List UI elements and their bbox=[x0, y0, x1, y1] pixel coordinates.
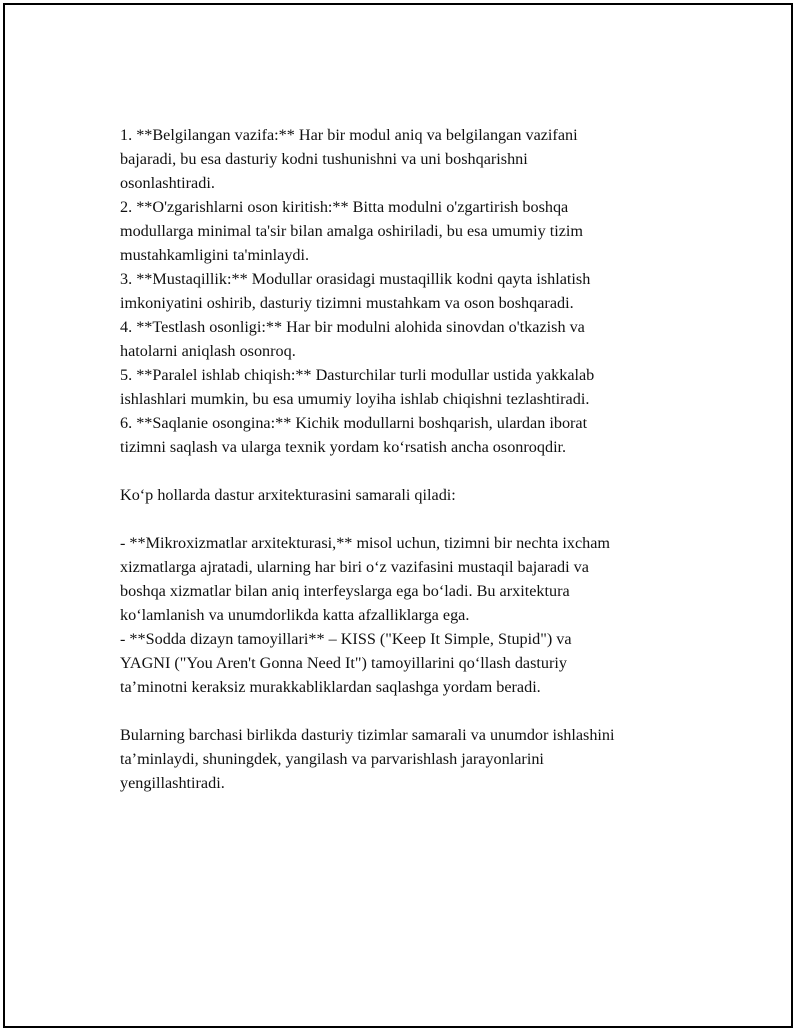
list-item: 4. **Testlash osonligi:** Har bir modulni alohida sinovdan o'tkazish va hatolarni aniqlash osonroq. bbox=[120, 318, 585, 360]
list-item: 2. **O'zgarishlarni oson kiritish:** Bitta modulni o'zgartirish boshqa modullarga minimal ta'sir bilan amalga oshiriladi, bu esa umumiy tizim mustahkamligini ta'minlaydi. bbox=[120, 198, 583, 264]
closing-paragraph: Bularning barchasi birlikda dasturiy tizimlar samarali va unumdor ishlashini taʼminlaydi, shuningdek, yangilash va parvarishlash jarayonlarini yengillashtiradi. bbox=[120, 726, 615, 792]
list-item: 1. **Belgilangan vazifa:** Har bir modul aniq va belgilangan vazifani bajaradi, bu esa dasturiy kodni tushunishni va uni boshqarishni osonlashtiradi. bbox=[120, 126, 578, 192]
list-item: 6. **Saqlanie osongina:** Kichik modullarni boshqarish, ulardan iborat tizimni saqlash va ularga texnik yordam koʻrsatish ancha osonroqdir. bbox=[120, 414, 588, 456]
intro-paragraph: Koʻp hollarda dastur arxitekturasini samarali qiladi: bbox=[120, 486, 456, 504]
bullet-item: - **Sodda dizayn tamoyillari** – KISS ("Keep It Simple, Stupid") va YAGNI ("You Aren't Gonna Need It") tamoyillarini qoʻllash dasturiy taʼminotni keraksiz murakkabliklardan saqlashga yordam beradi. bbox=[120, 630, 572, 696]
spacer bbox=[120, 699, 720, 723]
bullet-item: - **Mikroxizmatlar arxitekturasi,** misol uchun, tizimni bir nechta ixcham xizmatlarga ajratadi, ularning har biri oʻz vazifasini mustaqil bajaradi va boshqa xizmatlar bilan aniq interfeyslarga ega boʻladi. Bu arxitektura koʻlamlanish va unumdorlikda katta afzalliklarga ega. bbox=[120, 534, 610, 624]
document-page bbox=[3, 3, 793, 1028]
list-item: 5. **Paralel ishlab chiqish:** Dasturchilar turli modullar ustida yakkalab ishlashlari mumkin, bu esa umumiy loyiha ishlab chiqishni tezlashtiradi. bbox=[120, 366, 595, 408]
document-body bbox=[120, 123, 720, 795]
spacer bbox=[120, 507, 720, 531]
list-item: 3. **Mustaqillik:** Modullar orasidagi mustaqillik kodni qayta ishlatish imkoniyatini oshirib, dasturiy tizimni mustahkam va oson boshqaradi. bbox=[120, 270, 591, 312]
spacer bbox=[120, 459, 720, 483]
